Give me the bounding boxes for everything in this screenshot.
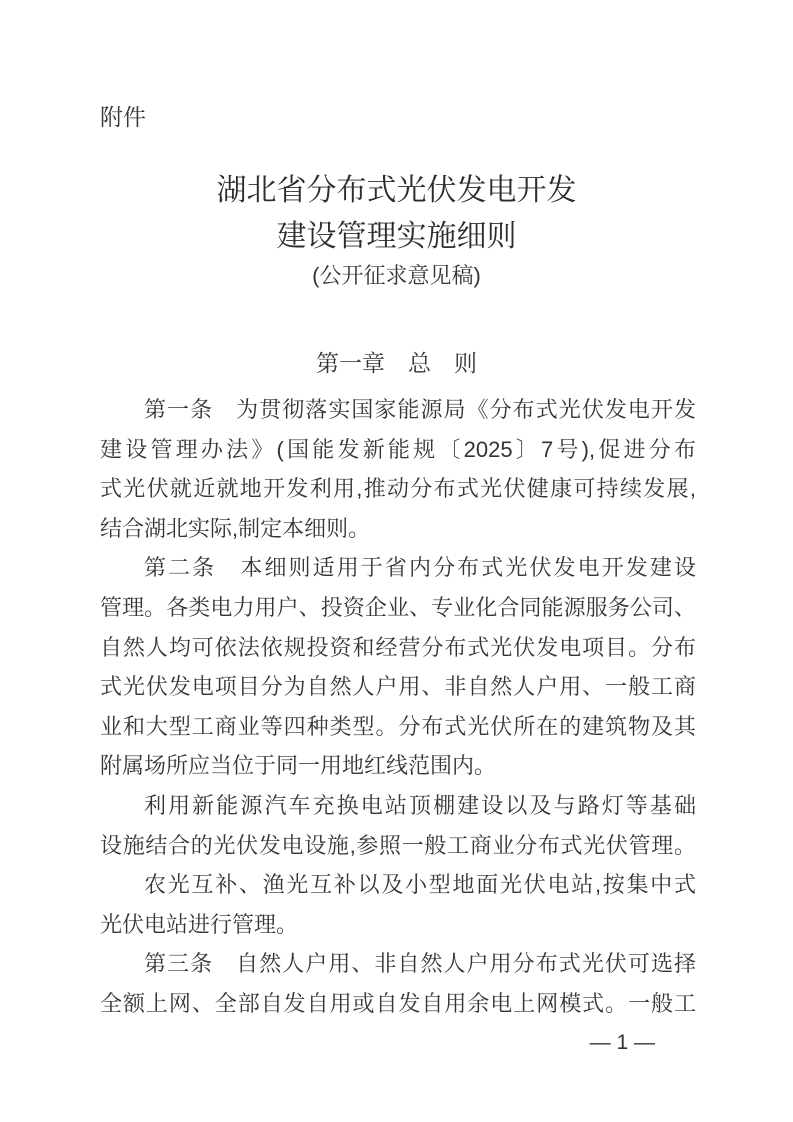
attachment-label: 附件 (100, 104, 146, 130)
body-line: 管理。各类电力用户、投资企业、专业化合同能源服务公司、 (100, 594, 696, 620)
body-line: 第三条 自然人户用、非自然人户用分布式光伏可选择 (144, 951, 696, 977)
body-line: 式光伏就近就地开发利用,推动分布式光伏健康可持续发展, (100, 476, 696, 502)
body-line: 全额上网、全部自发自用或自发自用余电上网模式。一般工 (100, 990, 696, 1016)
body-line: 光伏电站进行管理。 (100, 911, 299, 937)
body-line: 农光互补、渔光互补以及小型地面光伏电站,按集中式 (144, 872, 696, 898)
body-line: 第一条 为贯彻落实国家能源局《分布式光伏发电开发 (144, 397, 696, 422)
body-line: 业和大型工商业等四种类型。分布式光伏所在的建筑物及其 (100, 713, 696, 739)
body-line: 附属场所应当位于同一用地红线范围内。 (100, 753, 497, 779)
body-line: 自然人均可依法依规投资和经营分布式光伏发电项目。分布 (100, 634, 696, 660)
body-line: 式光伏发电项目分为自然人户用、非自然人户用、一般工商 (100, 674, 696, 700)
body-line: 结合湖北实际,制定本细则。 (100, 515, 371, 541)
body-line: 利用新能源汽车充换电站顶棚建设以及与路灯等基础 (144, 792, 696, 818)
document-title-line1: 湖北省分布式光伏发电开发 (216, 174, 577, 207)
chapter-heading: 第一章 总 则 (316, 350, 477, 376)
document-title-line2: 建设管理实施细则 (276, 220, 517, 253)
document-subtitle: (公开征求意见稿) (312, 263, 481, 288)
body-line: 第二条 本细则适用于省内分布式光伏发电开发建设 (144, 555, 696, 581)
body-line: 建设管理办法》(国能发新能规〔2025〕7号),促进分布 (100, 436, 696, 462)
page-number: — 1 — (589, 1031, 655, 1054)
document-body (100, 390, 696, 1024)
body-line: 设施结合的光伏发电设施,参照一般工商业分布式光伏管理。 (100, 832, 696, 858)
